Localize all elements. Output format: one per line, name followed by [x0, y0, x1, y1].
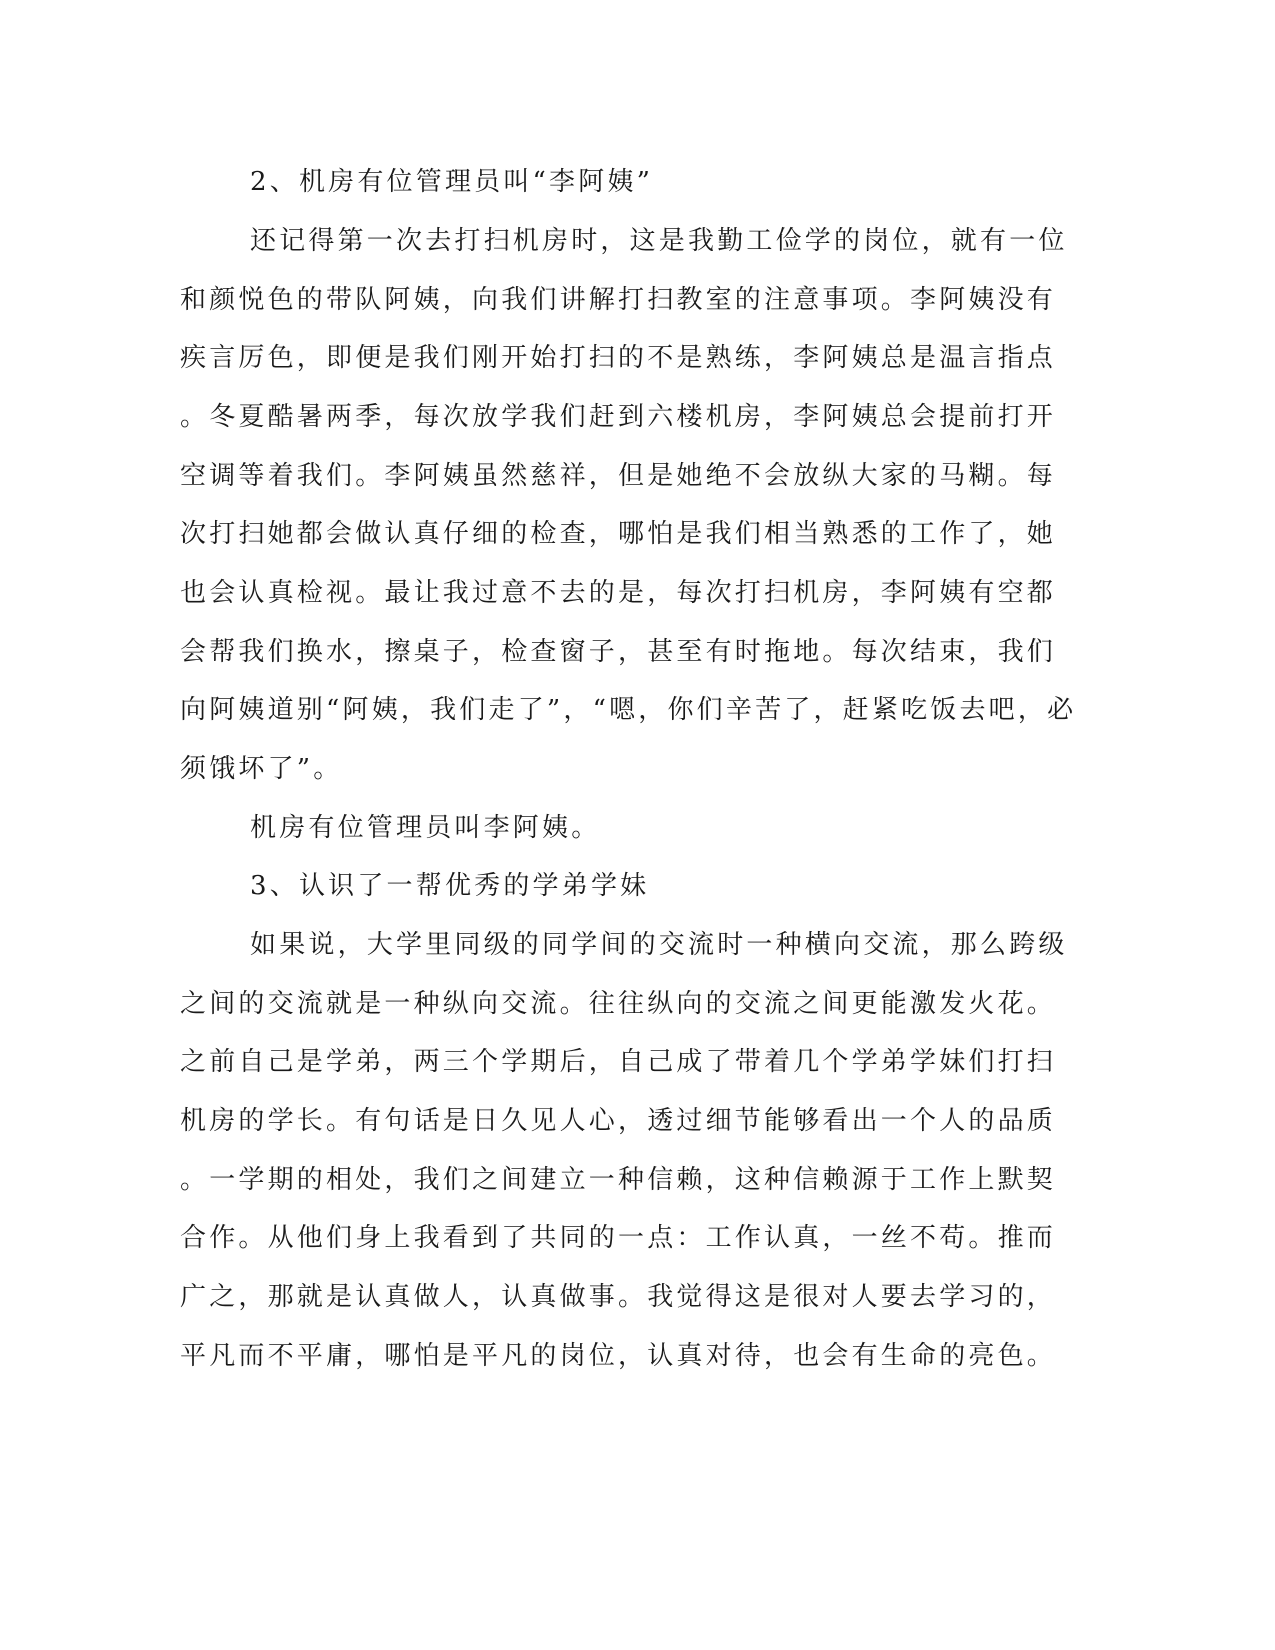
paragraph-line: 会帮我们换水，擦桌子，检查窗子，甚至有时拖地。每次结束，我们 [180, 637, 1057, 667]
section-heading: 3、认识了一帮优秀的学弟学妹 [250, 871, 650, 901]
paragraph-line: 。冬夏酷暑两季，每次放学我们赶到六楼机房，李阿姨总会提前打开 [180, 402, 1057, 432]
paragraph-line: 和颜悦色的带队阿姨，向我们讲解打扫教室的注意事项。李阿姨没有 [180, 285, 1057, 315]
section-summary: 机房有位管理员叫李阿姨。 [250, 813, 601, 843]
paragraph-line: 合作。从他们身上我看到了共同的一点：工作认真，一丝不苟。推而 [180, 1223, 1057, 1253]
section-heading: 2、机房有位管理员叫“李阿姨” [250, 167, 654, 197]
paragraph-line: 也会认真检视。最让我过意不去的是，每次打扫机房，李阿姨有空都 [180, 578, 1057, 608]
paragraph-line: 疾言厉色，即便是我们刚开始打扫的不是熟练，李阿姨总是温言指点 [180, 343, 1057, 373]
paragraph-line: 。一学期的相处，我们之间建立一种信赖，这种信赖源于工作上默契 [180, 1165, 1057, 1195]
paragraph-line: 平凡而不平庸，哪怕是平凡的岗位，认真对待，也会有生命的亮色。 [180, 1341, 1057, 1371]
paragraph-line: 如果说，大学里同级的同学间的交流时一种横向交流，那么跨级 [250, 930, 1068, 960]
paragraph-line: 之间的交流就是一种纵向交流。往往纵向的交流之间更能激发火花。 [180, 989, 1057, 1019]
paragraph-line: 还记得第一次去打扫机房时，这是我勤工俭学的岗位，就有一位 [250, 226, 1068, 256]
paragraph-line: 之前自己是学弟，两三个学期后，自己成了带着几个学弟学妹们打扫 [180, 1047, 1057, 1077]
paragraph-line: 次打扫她都会做认真仔细的检查，哪怕是我们相当熟悉的工作了，她 [180, 519, 1057, 549]
paragraph-line: 广之，那就是认真做人，认真做事。我觉得这是很对人要去学习的， [180, 1282, 1057, 1312]
paragraph-line: 向阿姨道别“阿姨，我们走了”，“嗯，你们辛苦了，赶紧吃饭去吧，必 [180, 695, 1077, 725]
paragraph-line: 空调等着我们。李阿姨虽然慈祥，但是她绝不会放纵大家的马糊。每 [180, 461, 1057, 491]
paragraph-line: 须饿坏了”。 [180, 754, 343, 784]
paragraph-line: 机房的学长。有句话是日久见人心，透过细节能够看出一个人的品质 [180, 1106, 1057, 1136]
